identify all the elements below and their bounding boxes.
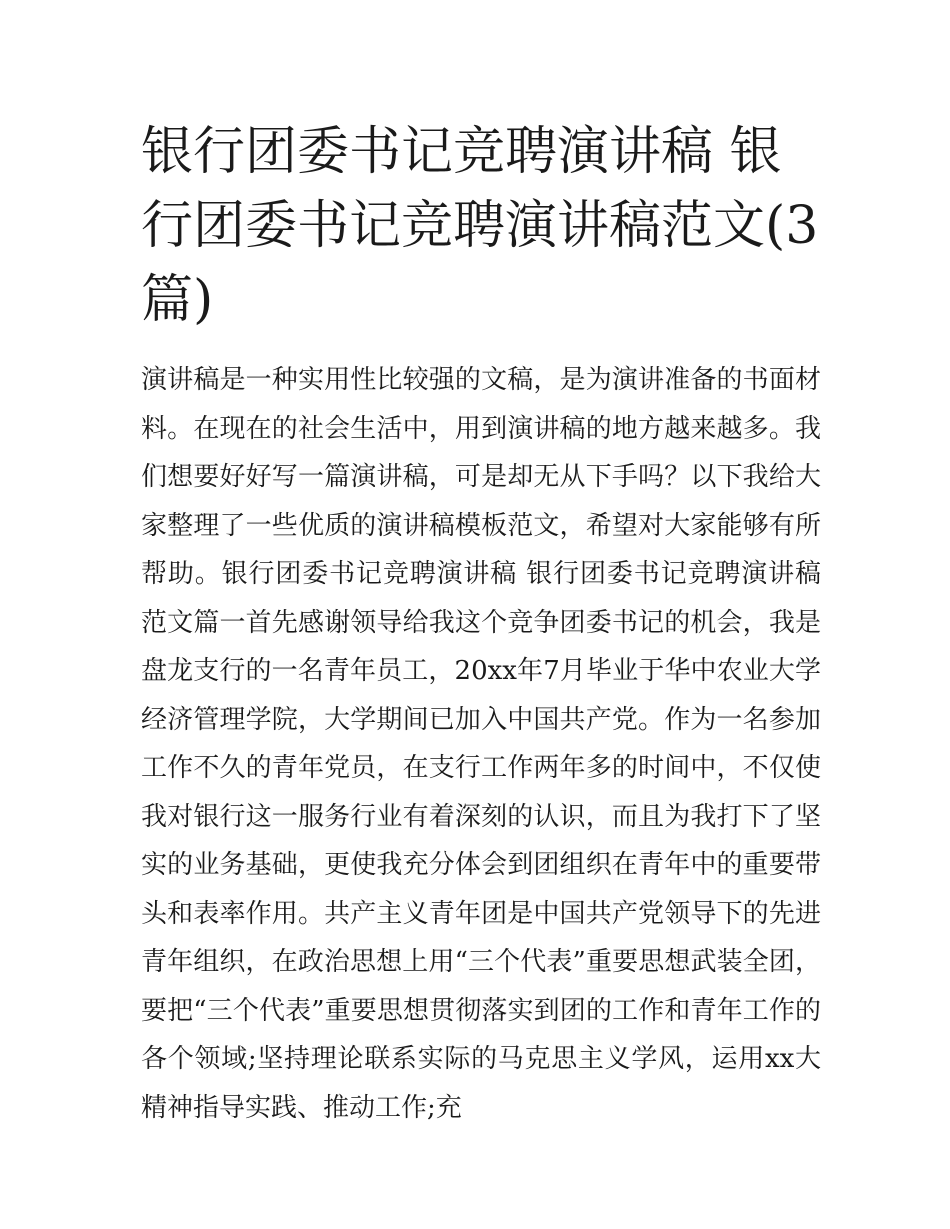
document-title: 银行团委书记竞聘演讲稿 银行团委书记竞聘演讲稿范文(3篇) [141,122,819,330]
document-body: 演讲稿是一种实用性比较强的文稿，是为演讲准备的书面材料。在现在的社会生活中，用到演讲稿的地方越来越多。我们想要好好写一篇演讲稿，可是却无从下手吗？以下我给大家整理了一些优质的演讲稿模板范文，希望对大家能够有所帮助。银行团委书记竞聘演讲稿 银行团委书记竞聘演讲稿范文篇一首先感谢领导给我这个竞争团委书记的机会，我是盘龙支行的一名青年员工，20xx年7月毕业于华中农业大学经济管理学院，大学期间已加入中国共产党。作为一名参加工作不久的青年党员，在支行工作两年多的时间中，不仅使我对银行这一服务行业有着深刻的认识，而且为我打下了坚实的业务基础，更使我充分体会到团组织在青年中的重要带头和表率作用。共产主义青年团是中国共产党领导下的先进青年组织，在政治思想上用“三个代表”重要思想武装全团，要把“三个代表”重要思想贯彻落实到团的工作和青年工作的各个领域;坚持理论联系实际的马克思主义学风，运用xx大精神指导实践、推动工作;充 [141,365,821,1123]
